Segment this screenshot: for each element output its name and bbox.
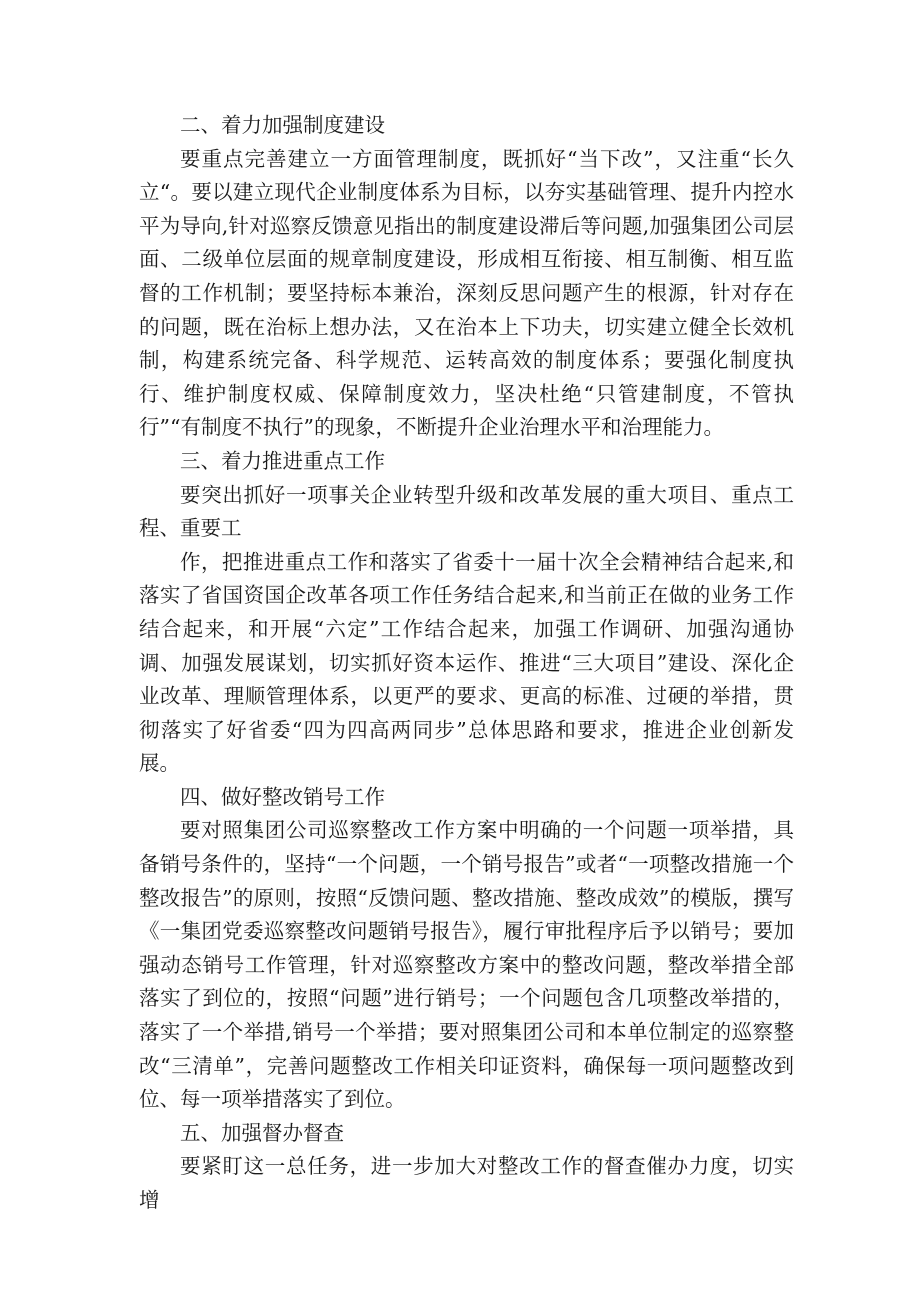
section-heading-3: 三、着力推进重点工作 <box>180 448 385 473</box>
section-heading-5: 五、加强督办督查 <box>180 1120 344 1145</box>
paragraph-rectification-closure: 要对照集团公司巡察整改工作方案中明确的一个问题一项举措，具备销号条件的，坚持“一个问题，一个销号报告”或者“一项整改措施一个整改报告”的原则，按照“反馈问题、整改措施、整改成效”的模版，撰写《一集团党委巡察整改问题销号报告》，履行审批程序后予以销号；要加强动态销号工作管理，针对巡察整改方案中的整改问题，整改举措全部落实了到位的，按照“问题”进行销号；一个问题包含几项整改举措的，落实了一个举措,销号一个举措；要对照集团公司和本单位制定的巡察整改“三清单”，完善问题整改工作相关印证资料，确保每一项问题整改到位、每一项举措落实了到位。 <box>139 818 794 1112</box>
paragraph-supervision: 要紧盯这一总任务，进一步加大对整改工作的督查催办力度，切实增 <box>139 1154 794 1212</box>
section-heading-4: 四、做好整改销号工作 <box>180 784 385 809</box>
document-body <box>139 109 794 1218</box>
paragraph-key-work-intro: 要突出抓好一项事关企业转型升级和改革发展的重大项目、重点工程、重要工 <box>139 482 794 541</box>
paragraph-system-building: 要重点完善建立一方面管理制度，既抓好“当下改”，又注重“长久立“。要以建立现代企业制度体系为目标，以夯实基础管理、提升内控水平为导向,针对巡察反馈意见指出的制度建设滞后等问题,加强集团公司层面、二级单位层面的规章制度建设，形成相互衔接、相互制衡、相互监督的工作机制；要坚持标本兼治，深刻反思问题产生的根源，针对存在的问题，既在治标上想办法，又在治本上下功夫，切实建立健全长效机制，构建系统完备、科学规范、运转高效的制度体系；要强化制度执行、维护制度权威、保障制度效力，坚决杜绝“只管建制度，不管执行”“有制度不执行”的现象，不断提升企业治理水平和治理能力。 <box>139 146 794 440</box>
section-heading-2: 二、着力加强制度建设 <box>180 113 385 137</box>
paragraph-key-work: 作，把推进重点工作和落实了省委十一届十次全会精神结合起来,和落实了省国资国企改革各项工作任务结合起来,和当前正在做的业务工作结合起来，和开展“六定”工作结合起来，加强工作调研、加强沟通协调、加强发展谋划，切实抓好资本运作、推进“三大项目”建设、深化企业改革、理顺管理体系，以更严的要求、更高的标准、过硬的举措，贯彻落实了好省委“四为四高两同步”总体思路和要求，推进企业创新发展。 <box>139 549 794 776</box>
